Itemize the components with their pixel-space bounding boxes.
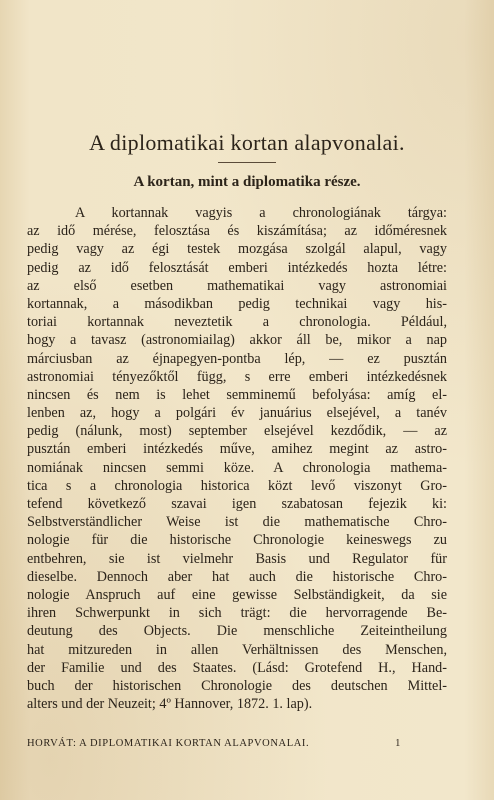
text-line: der Familie und des Staates. (Lásd: Grotefend H., Hand- (27, 659, 447, 676)
text-line: hogy a tavasz (astronomiailag) akkor áll be, mikor a nap (27, 332, 447, 349)
running-head: HORVÁT: A DIPLOMATIKAI KORTAN ALAPVONALAI. (27, 738, 310, 749)
text-line: nologie für die historische Chronologie keineswegs zu (27, 532, 447, 549)
text-line: pedig vagy az égi testek mozgása szolgál alapul, vagy (27, 241, 447, 258)
page-title: A diplomatikai kortan alapvonalai. (89, 130, 405, 155)
text-line: pedig az idő felosztását emberi intézkedés hozta létre: (27, 259, 447, 276)
page-footer (27, 738, 447, 752)
text-line: pedig (nálunk, most) september elsejével kezdődik, — az (27, 423, 447, 440)
text-line: nomiának nincsen semmi köze. A chronologia mathema- (27, 459, 447, 476)
text-line: hat mitzureden in allen Verhältnissen des Menschen, (27, 641, 447, 658)
text-line: astronomiai tényezőktől függ, s erre emberi intézkedésnek (27, 368, 447, 385)
text-line: toriai kortannak neveztetik a chronologia. Például, (27, 314, 447, 331)
section-heading: A kortan, mint a diplomatika része. (133, 174, 361, 190)
text-line: az idő mérése, felosztása és kiszámítása; az időméresnek (27, 223, 447, 240)
text-line: nincsen és nem is lehet semminemű befolyása: amíg el- (27, 386, 447, 403)
text-line: deutung des Objects. Die menschliche Zeiteintheilung (27, 623, 447, 640)
text-line: A kortannak vagyis a chronologiának tárgya: (75, 205, 447, 221)
text-line: kortannak, a másodikban pedig technikai vagy his- (27, 295, 447, 312)
text-line: buch der historischen Chronologie des deutschen Mittel- (27, 677, 447, 694)
text-line: alters und der Neuzeit; 4º Hannover, 1872. 1. lap). (27, 696, 313, 713)
text-line: pusztán emberi intézkedés műve, amihez megint az astro- (27, 441, 447, 458)
body-text (27, 204, 447, 713)
text-line: tefend következő szavai igen szabatosan fejezik ki: (27, 496, 447, 512)
text-line: Selbstverständlicher Weise ist die mathematische Chro- (27, 514, 447, 531)
text-line: dieselbe. Dennoch aber hat auch die historische Chro- (27, 568, 447, 585)
title-rule (218, 162, 276, 163)
text-line: nologie Anspruch auf eine gewisse Selbständigkeit, da sie (27, 586, 447, 603)
text-line: az első esetben mathematikai vagy astronomiai (27, 277, 447, 294)
text-line: entbehren, sie ist vielmehr Basis und Regulator für (27, 550, 447, 567)
text-line: tica s a chronologia historica közt levő viszonyt Gro- (27, 477, 447, 494)
page-number: 1 (395, 738, 401, 749)
text-line: márciusban az éjnapegyen-pontba lép, — ez pusztán (27, 350, 447, 367)
text-line: ihren Schwerpunkt in sich trägt: die hervorragende Be- (27, 605, 447, 622)
text-line: lenben az, hogy a polgári év januárius elsejével, a tanév (27, 405, 447, 422)
